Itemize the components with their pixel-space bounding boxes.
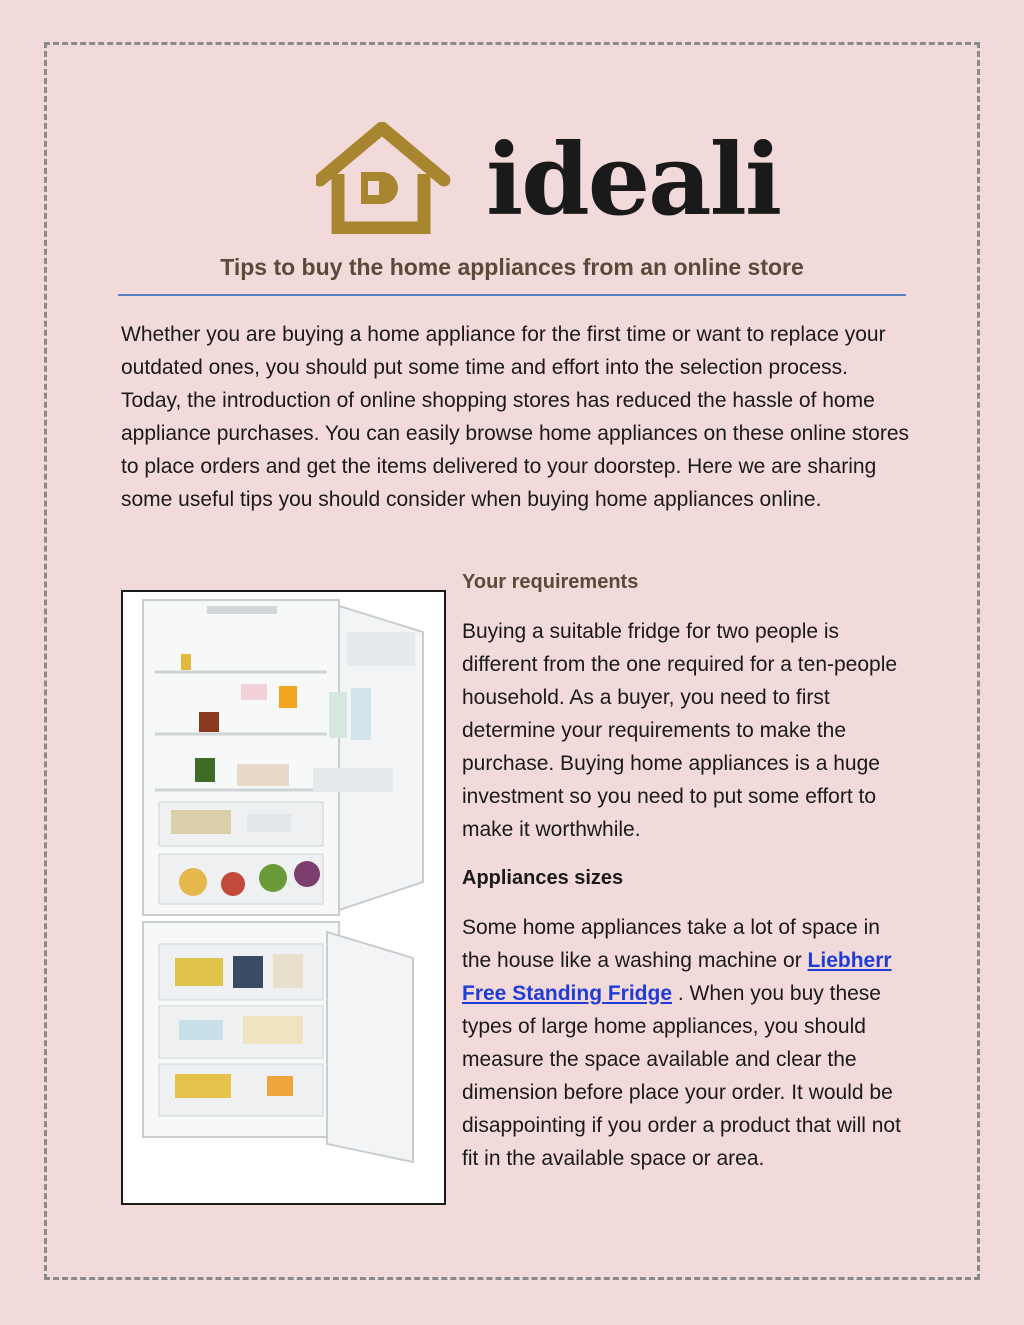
requirements-paragraph: Buying a suitable fridge for two people is different from the one required for a ten-people household. As a buyer, you need to first determine your requirements to make the purchase. Buying home appliances is a huge investment so you need to put some effort to make it worthwhile. <box>462 620 898 841</box>
fridge-illustration <box>123 592 444 1203</box>
sizes-paragraph <box>462 911 902 1175</box>
heading-appliances-sizes: Appliances sizes <box>462 867 624 889</box>
sizes-text-before-link: Some home appliances take a lot of space in the house like a washing machine or <box>462 916 880 972</box>
fridge-image <box>121 590 446 1205</box>
intro-paragraph: Whether you are buying a home appliance for the first time or want to replace your outdated ones, you should put some time and effort into the selection process. Today, the introduction of online shopping stores has reduced the hassle of home appliance purchases. You can easily browse home appliances on these online stores to place orders and get the items delivered to your doorstep. Here we are sharing some useful tips you should consider when buying home appliances online. <box>121 323 910 511</box>
right-column <box>462 566 902 1191</box>
page-title: Tips to buy the home appliances from an online store <box>220 254 804 280</box>
brand-wordmark: ideali <box>486 123 781 238</box>
sizes-text-after-link: . When you buy these types of large home appliances, you should measure the space available and clear the dimension before place your order. It would be disappointing if you order a product that will not fit in the available space or area. <box>462 982 901 1170</box>
liebherr-fridge-link[interactable]: Liebherr Free Standing Fridge <box>462 949 892 1005</box>
title-divider <box>118 294 906 296</box>
heading-your-requirements: Your requirements <box>462 571 639 593</box>
